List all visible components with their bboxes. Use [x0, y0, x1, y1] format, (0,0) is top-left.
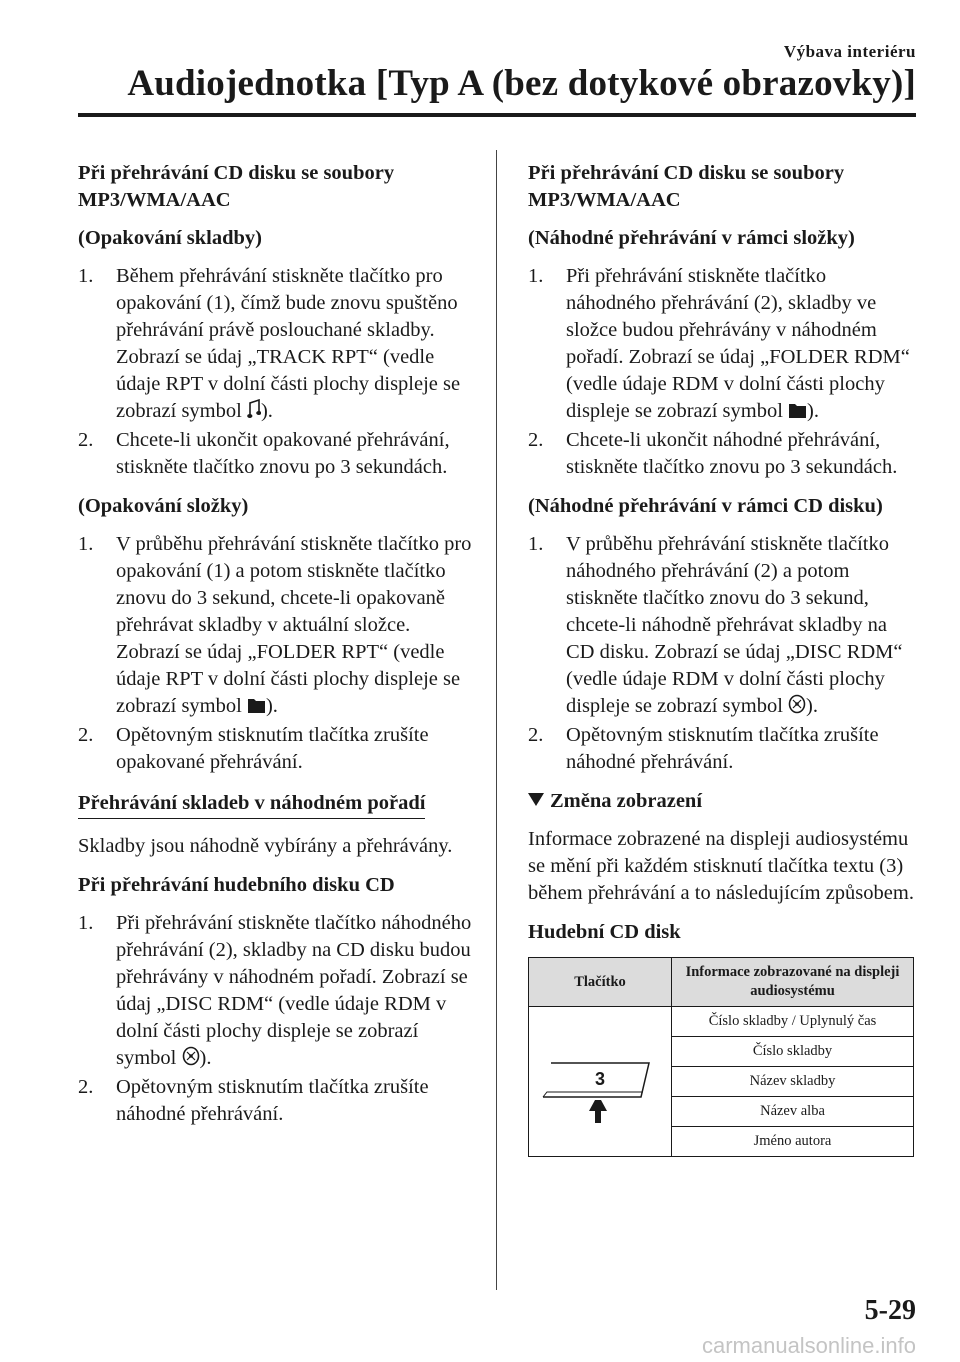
step-number: 1. [78, 533, 94, 555]
section-header: Výbava interiéru [783, 42, 916, 61]
step-number: 1. [78, 912, 94, 934]
step-number: 2. [528, 724, 544, 746]
step-number: 2. [78, 724, 94, 746]
table-header-info: Informace zobrazované na displeji audiosystému [672, 958, 914, 1007]
step-text: Chcete-li ukončit opakované přehrávání, stiskněte tlačítko znovu po 3 sekundách. [116, 429, 450, 478]
random-play-heading: Přehrávání skladeb v náhodném pořadí [78, 790, 425, 819]
step-text: V průběhu přehrávání stiskněte tlačítko pro opakování (1) a potom stiskněte tlačítko znovu do 3 sekund, chcete-li opakovaně přehrávat skladby v aktuální složce. Zobrazí se údaj „FOLDER RPT“ (vedle údaje RPT v dolní části plochy displeje se zobrazí symbol [116, 533, 472, 717]
text-button-icon [537, 1029, 663, 1129]
step-number: 2. [78, 1076, 94, 1098]
disc-icon [788, 694, 806, 722]
music-note-icon [247, 399, 261, 427]
watermark: carmanualsonline.info [701, 1333, 916, 1358]
table-cell: Číslo skladby / Uplynulý čas [672, 1007, 914, 1037]
step-text-end: ). [260, 400, 273, 422]
table-cell: Název skladby [672, 1067, 914, 1097]
step-text: V průběhu přehrávání stiskněte tlačítko náhodného přehrávání (2) a potom stiskněte tlačítko znovu do 3 sekund, chcete-li náhodně přehrávat skladby na CD disku. Zobrazí se údaj „DISC RDM“ (vedle údaje RDM v dolní části plochy displeje se zobrazí symbol [566, 533, 903, 717]
page-title: Audiojednotka [Typ A (bez dotykové obrazovky)] [127, 63, 916, 104]
step-number: 1. [78, 265, 94, 287]
music-cd-heading: Hudební CD disk [528, 921, 681, 943]
table-cell: Jméno autora [672, 1127, 914, 1157]
list-item [528, 531, 918, 722]
display-change-label: Změna zobrazení [550, 790, 703, 812]
right-steps-1 [528, 263, 918, 481]
step-text: Během přehrávání stiskněte tlačítko pro opakování (1), čímž bude znovu spuštěno přehrávání právě poslouchané skladby. Zobrazí se údaj „TRACK RPT“ (vedle údaje RPT v dolní části plochy displeje se zobrazí symbol [116, 265, 461, 422]
left-column [78, 160, 473, 1140]
list-item [78, 1074, 473, 1128]
button-illustration-cell [529, 1007, 672, 1157]
table-header-button: Tlačítko [529, 958, 672, 1007]
list-item [78, 531, 473, 722]
header-rule [78, 113, 916, 117]
list-item [78, 263, 473, 427]
list-item [528, 263, 918, 427]
step-text-end: ). [265, 695, 278, 717]
left-steps-2 [78, 531, 473, 776]
folder-icon [247, 695, 266, 722]
left-steps-1 [78, 263, 473, 481]
step-text-end: ). [807, 400, 819, 422]
left-heading: Při přehrávání CD disku se soubory MP3/WMA/AAC [78, 162, 395, 211]
left-steps-3 [78, 910, 473, 1128]
step-text: Chcete-li ukončit náhodné přehrávání, stiskněte tlačítko znovu po 3 sekundách. [566, 429, 898, 478]
left-sub-repeat-folder: (Opakování složky) [78, 495, 249, 517]
page-number: 5-29 [864, 1295, 916, 1326]
step-text: Opětovným stisknutím tlačítka zrušíte náhodné přehrávání. [566, 724, 879, 773]
table-row [529, 1007, 914, 1037]
step-text-end: ). [806, 695, 818, 717]
table-cell: Číslo skladby [672, 1037, 914, 1067]
step-text: Opětovným stisknutím tlačítka zrušíte opakované přehrávání. [116, 724, 429, 773]
step-text: Při přehrávání stiskněte tlačítko náhodného přehrávání (2), skladby ve složce budou přehrávány v náhodném pořadí. Zobrazí se údaj „FOLDER RDM“ (vedle údaje RDM v dolní části plochy displeje se zobrazí symbol [566, 265, 910, 422]
step-text-end: ). [199, 1047, 212, 1069]
folder-icon [788, 400, 807, 427]
disc-icon [182, 1046, 200, 1074]
triangle-marker-icon [528, 793, 544, 806]
table-header-row [529, 958, 914, 1007]
left-heading-music-cd: Při přehrávání hudebního disku CD [78, 874, 395, 896]
step-number: 2. [78, 429, 94, 451]
display-change-heading [528, 788, 918, 815]
right-steps-2 [528, 531, 918, 776]
list-item [78, 910, 473, 1074]
right-sub-random-disc: (Náhodné přehrávání v rámci CD disku) [528, 495, 883, 517]
step-number: 1. [528, 265, 544, 287]
list-item [528, 722, 918, 776]
list-item [78, 427, 473, 481]
list-item [528, 427, 918, 481]
right-column [528, 160, 918, 1157]
right-heading: Při přehrávání CD disku se soubory MP3/WMA/AAC [528, 162, 845, 211]
step-text: Opětovným stisknutím tlačítka zrušíte náhodné přehrávání. [116, 1076, 429, 1125]
table-cell: Název alba [672, 1097, 914, 1127]
list-item [78, 722, 473, 776]
column-divider [496, 150, 497, 1290]
button-number-label: 3 [595, 1068, 606, 1089]
step-text: Při přehrávání stiskněte tlačítko náhodného přehrávání (2), skladby na CD disku budou přehrávány v náhodném pořadí. Zobrazí se údaj „DISC RDM“ (vedle údaje RDM v dolní části plochy displeje se zobrazí symbol [116, 912, 472, 1069]
right-sub-random-folder: (Náhodné přehrávání v rámci složky) [528, 227, 855, 249]
random-play-intro: Skladby jsou náhodně vybírány a přehrávány. [78, 835, 453, 857]
step-number: 2. [528, 429, 544, 451]
left-sub-repeat-track: (Opakování skladby) [78, 227, 262, 249]
display-change-text: Informace zobrazené na displeji audiosystému se mění při každém stisknutí tlačítka textu (3) během přehrávání a to následujícím způsobem. [528, 828, 914, 904]
display-info-table [528, 957, 914, 1157]
step-number: 1. [528, 533, 544, 555]
